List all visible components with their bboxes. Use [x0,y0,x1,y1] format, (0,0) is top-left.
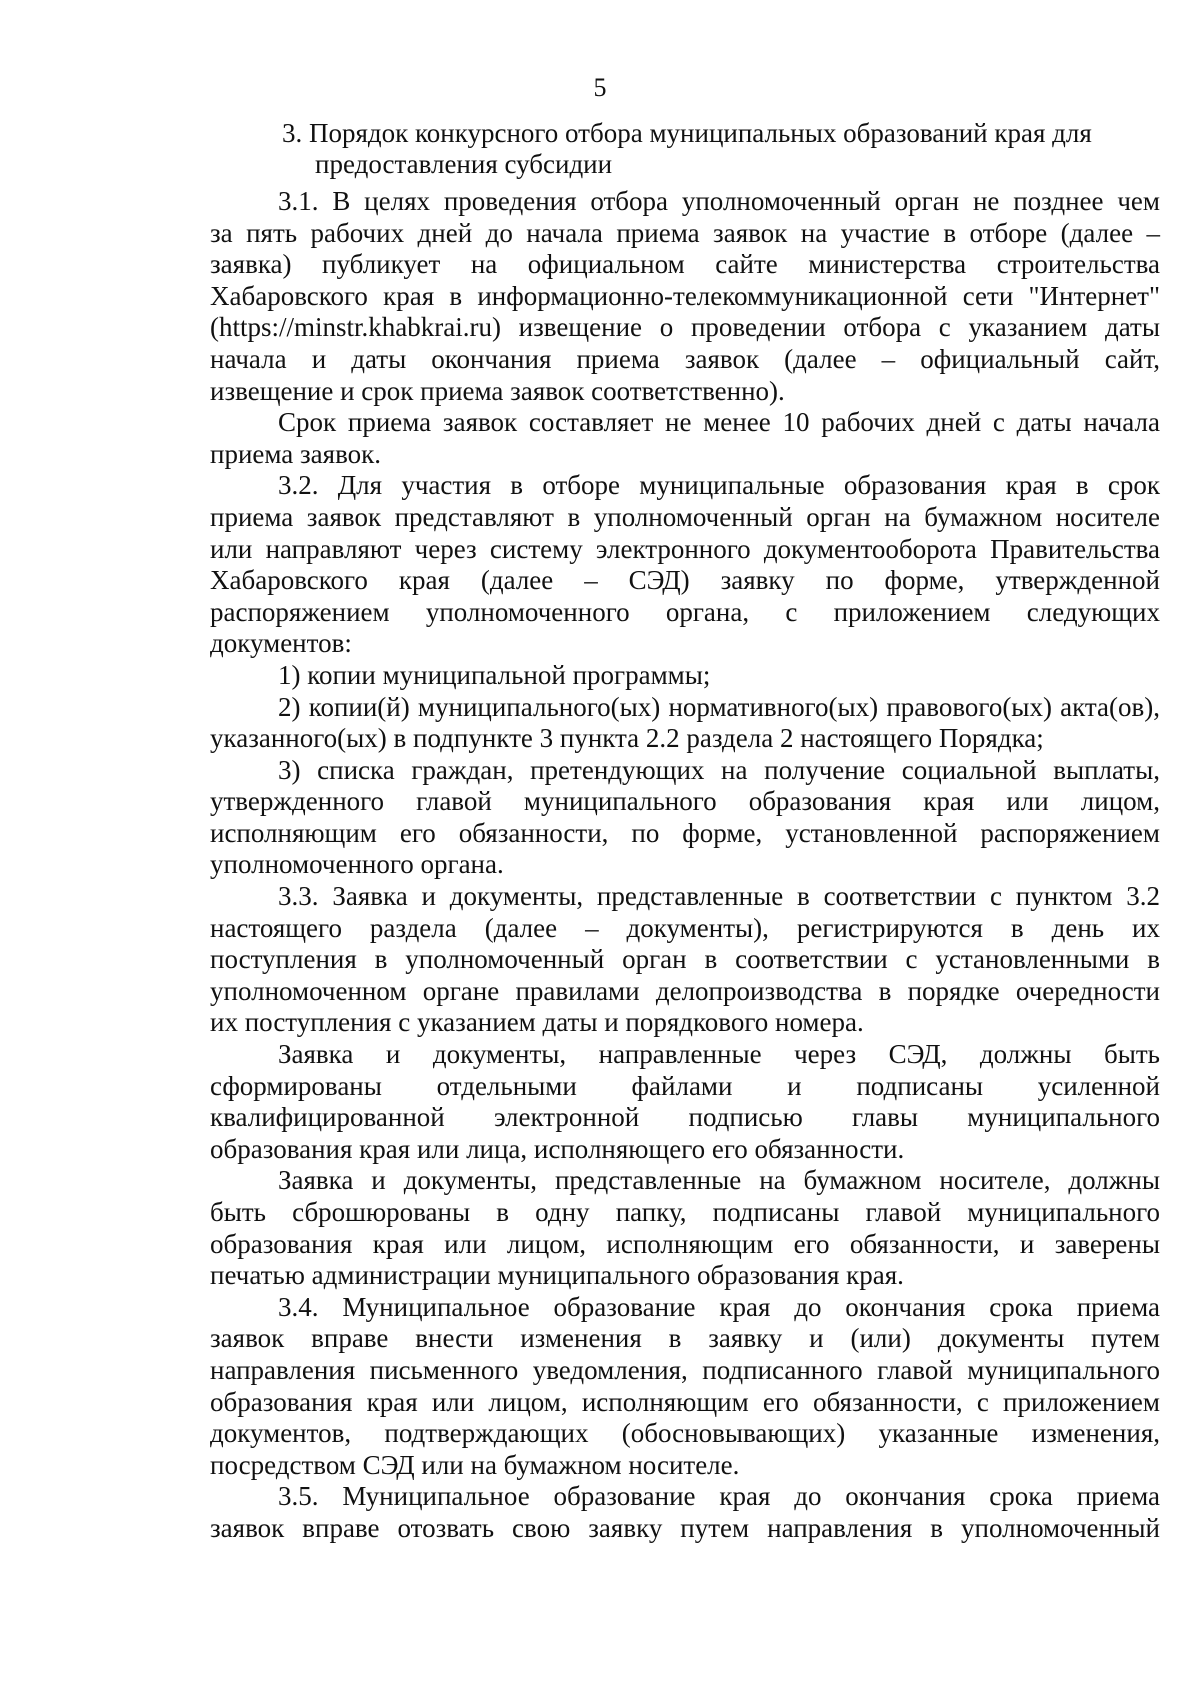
paragraph-line: начала и даты окончания приема заявок (далее – официальный сайт, [210,343,1160,374]
paragraph [210,1481,1160,1544]
paragraph-line: или направляют через систему электронного документооборота Правительства [210,533,1160,564]
paragraph [210,470,1160,660]
paragraph-line: печатью администрации муниципального образования края. [210,1260,904,1291]
paragraph [210,660,1160,692]
paragraph-line: поступления в уполномоченный орган в соответствии с установленными в [210,944,1160,975]
page-number: 5 [593,73,607,102]
paragraph [210,1165,1160,1291]
paragraph-line: извещение и срок приема заявок соответственно). [210,375,785,406]
paragraph-line: Хабаровского края (далее – СЭД) заявку по форме, утвержденной [210,565,1160,596]
paragraph-line: сформированы отдельными файлами и подписаны усиленной [210,1070,1160,1101]
section-heading [282,118,1172,180]
paragraph [210,186,1160,407]
paragraph-line: 3) списка граждан, претендующих на получение социальной выплаты, [278,754,1160,785]
paragraph-line: 3.2. Для участия в отборе муниципальные образования края в срок [278,470,1160,501]
paragraph-line: Срок приема заявок составляет не менее 10 рабочих дней с даты начала [278,407,1160,438]
paragraph [210,692,1160,755]
section-heading-line: 3. Порядок конкурсного отбора муниципальных образований края для [282,118,1092,148]
paragraph-line: заявка) публикует на официальном сайте министерства строительства [210,249,1160,280]
paragraph-line: 2) копии(й) муниципального(ых) нормативного(ых) правового(ых) акта(ов), [278,691,1160,722]
paragraph-line: документов: [210,628,352,659]
paragraph-line: Хабаровского края в информационно-телекоммуникационной сети "Интернет" [210,280,1160,311]
paragraph-line: образования края или лицом, исполняющим его обязанности, и заверены [210,1228,1160,1259]
paragraph-line: за пять рабочих дней до начала приема заявок на участие в отборе (далее – [210,217,1160,248]
paragraph-line: исполняющим его обязанности, по форме, установленной распоряжением [210,817,1160,848]
paragraph-line: 3.4. Муниципальное образование края до окончания срока приема [278,1291,1160,1322]
paragraph-line: уполномоченного органа. [210,849,504,880]
paragraph-line: приема заявок представляют в уполномоченный орган на бумажном носителе [210,501,1160,532]
paragraph-line: их поступления с указанием даты и порядкового номера. [210,1007,864,1038]
paragraph-line: заявок вправе внести изменения в заявку и (или) документы путем [210,1323,1160,1354]
paragraph-line: (https://minstr.khabkrai.ru) извещение о проведении отбора с указанием даты [210,312,1160,343]
paragraph-line: Заявка и документы, направленные через СЭД, должны быть [278,1039,1160,1070]
paragraph-line: приема заявок. [210,438,382,469]
paragraph-line: распоряжением уполномоченного органа, с приложением следующих [210,596,1160,627]
paragraph-line: настоящего раздела (далее – документы), регистрируются в день их [210,912,1160,943]
paragraph-line: быть сброшюрованы в одну папку, подписаны главой муниципального [210,1197,1160,1227]
document-body [210,186,1160,1545]
paragraph-line: 3.1. В целях проведения отбора уполномоченный орган не позднее чем [278,186,1160,216]
paragraph-line: 1) копии муниципальной программы; [278,659,711,690]
paragraph-line: заявок вправе отозвать свою заявку путем направления в уполномоченный [210,1512,1160,1543]
paragraph-line: уполномоченном органе правилами делопроизводства в порядке очередности [210,975,1160,1006]
paragraph [210,1292,1160,1482]
paragraph-line: документов, подтверждающих (обосновывающих) указанные изменения, [210,1418,1160,1449]
paragraph-line: утвержденного главой муниципального образования края или лицом, [210,786,1160,817]
paragraph-line: 3.3. Заявка и документы, представленные в соответствии с пунктом 3.2 [278,881,1160,912]
section-heading-line: предоставления субсидии [315,149,613,179]
paragraph-line: квалифицированной электронной подписью главы муниципального [210,1102,1160,1133]
paragraph-line: Заявка и документы, представленные на бумажном носителе, должны [278,1165,1160,1196]
paragraph-line: направления письменного уведомления, подписанного главой муниципального [210,1354,1160,1385]
paragraph-line: посредством СЭД или на бумажном носителе. [210,1449,740,1480]
paragraph-line: образования края или лица, исполняющего его обязанности. [210,1133,905,1164]
paragraph [210,1039,1160,1165]
paragraph [210,407,1160,470]
paragraph-line: 3.5. Муниципальное образование края до окончания срока приема [278,1481,1160,1512]
paragraph [210,755,1160,881]
paragraph-line: указанного(ых) в подпункте 3 пункта 2.2 раздела 2 настоящего Порядка; [210,723,1044,754]
paragraph [210,881,1160,1039]
paragraph-line: образования края или лицом, исполняющим его обязанности, с приложением [210,1386,1160,1417]
